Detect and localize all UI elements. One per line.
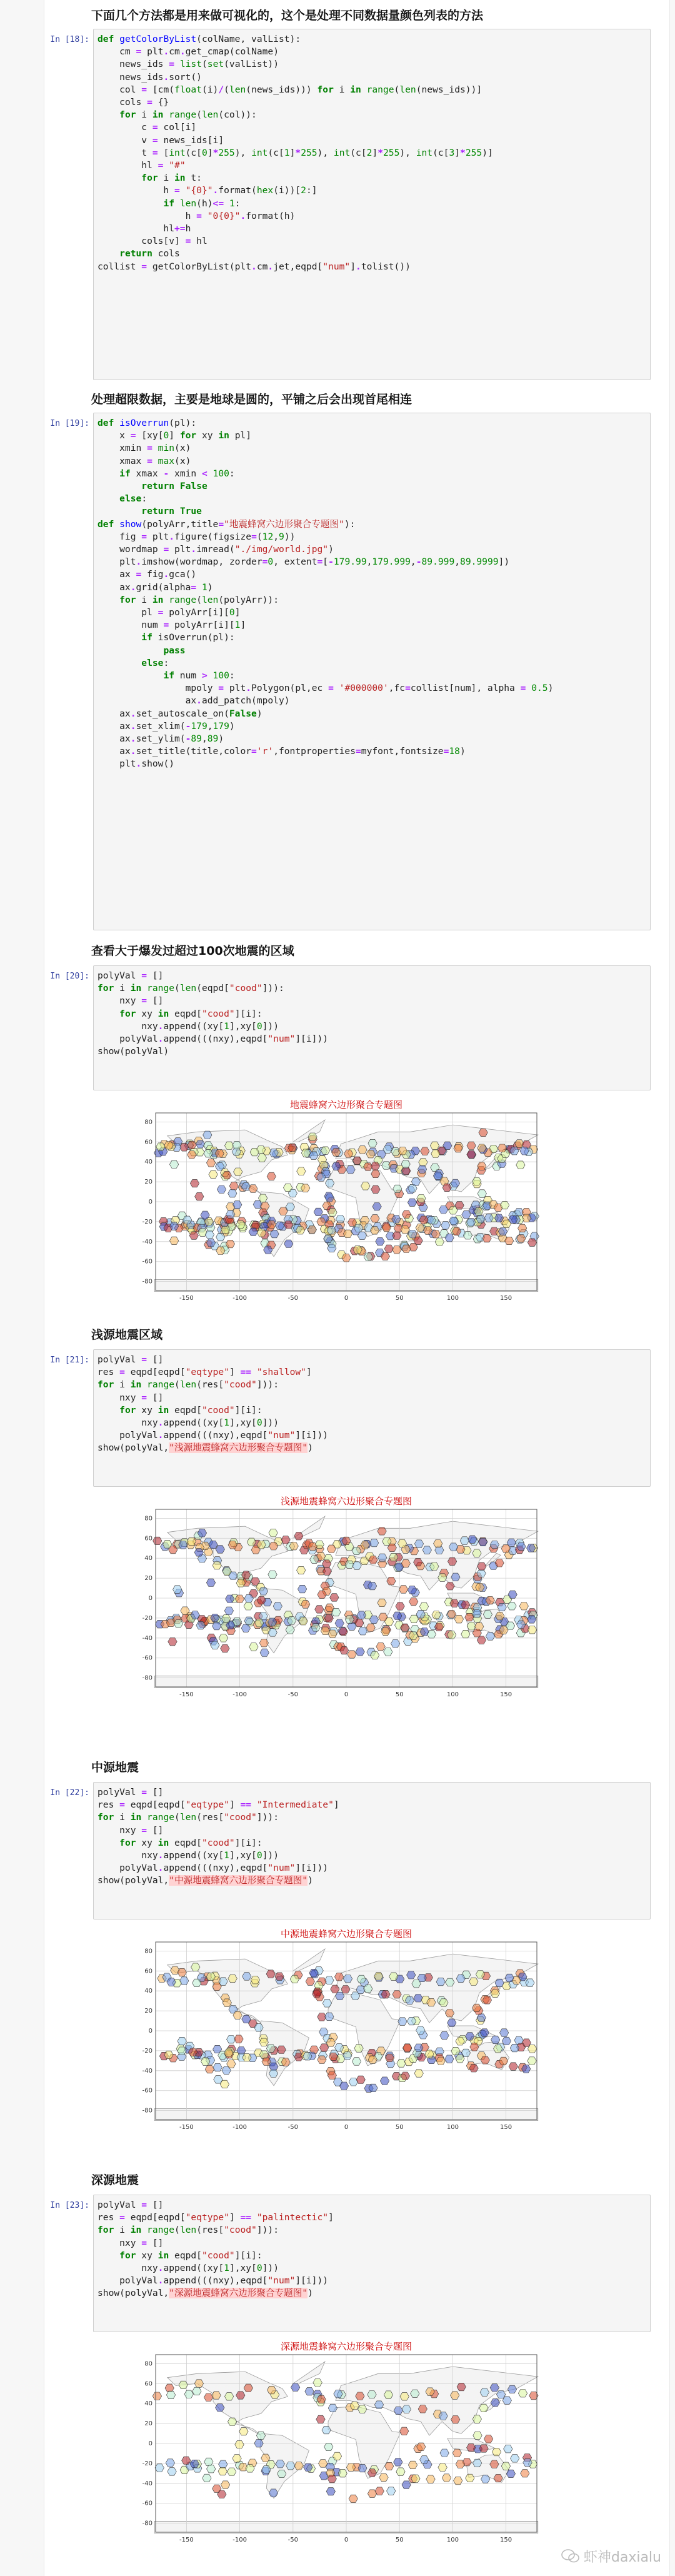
- x-tick-label: 50: [395, 2124, 404, 2131]
- x-tick-label: -150: [179, 1691, 194, 1698]
- y-tick-label: 40: [144, 1988, 152, 1995]
- x-tick-label: 0: [344, 1691, 349, 1698]
- x-tick-label: 150: [500, 1691, 512, 1698]
- x-tick-label: -100: [232, 1691, 247, 1698]
- x-tick-label: -150: [179, 2537, 194, 2543]
- code-editor[interactable]: polyVal = [] res = eqpd[eqpd["eqtype"] == "palintectic"] for i in range(len(res["cood"])): nxy = [] for xy in eqpd["cood"][i]: nxy.append((xy[1],xy[0])) polyVal.append(((nxy),eqpd["num"][i])) show(polyVal,"深源地震蜂窝六边形聚合专题图"): [93, 2195, 651, 2332]
- y-tick-label: -80: [142, 1674, 152, 1682]
- map-figure: [93, 1097, 651, 1309]
- x-tick-label: -50: [288, 1295, 298, 1302]
- y-tick-label: 60: [144, 1968, 152, 1975]
- code-editor[interactable]: polyVal = [] res = eqpd[eqpd["eqtype"] == "Intermediate"] for i in range(len(res["cood"])): nxy = [] for xy in eqpd["cood"][i]: nxy.append((xy[1],xy[0])) polyVal.append(((nxy),eqpd["num"][i])) show(polyVal,"中源地震蜂窝六边形聚合专题图"): [93, 1782, 651, 1919]
- x-tick-label: 0: [344, 1295, 349, 1302]
- y-tick-label: 20: [144, 2008, 152, 2015]
- y-tick-label: 80: [144, 1948, 152, 1955]
- y-tick-label: 40: [144, 2400, 152, 2408]
- y-tick-label: -80: [142, 2520, 152, 2527]
- y-tick-label: 20: [144, 1575, 152, 1582]
- watermark-text: 虾神daxialu: [583, 2550, 661, 2565]
- cell-prompt: In [23]:: [50, 2201, 89, 2210]
- x-tick-label: 100: [446, 1295, 459, 1302]
- map-svg: [93, 2338, 651, 2551]
- y-tick-label: 80: [144, 1119, 152, 1126]
- x-tick-label: -50: [288, 1691, 298, 1698]
- y-tick-label: -40: [142, 2067, 152, 2075]
- x-tick-label: -100: [232, 2537, 247, 2543]
- x-tick-label: -100: [232, 2124, 247, 2131]
- y-tick-label: -80: [142, 1278, 152, 1285]
- x-tick-label: 50: [395, 1295, 404, 1302]
- cell-prompt: In [21]:: [50, 1356, 89, 1365]
- x-tick-label: -150: [179, 1295, 194, 1302]
- y-tick-label: -20: [142, 2047, 152, 2055]
- y-tick-label: -60: [142, 1654, 152, 1662]
- code-editor[interactable]: def getColorByList(colName, valList): cm = plt.cm.get_cmap(colName) news_ids = list(set(valList)) news_ids.sort() col = [cm(float(i)/(len(news_ids))) for i in range(len(news_ids))] cols = {} for i in range(len(col)): c = col[i] v = news_ids[i] t = [int(c[0]*255), int(c[1]*255), int(c[2]*255), int(c[3]*255)] hl = "#" for i in t: h = "{0}".format(hex(i))[2:] if len(h)<= 1: h = "0{0}".format(h) hl+=h cols[v] = hl return cols collist = getColorByList(plt.cm.jet,eqpd["num"].tolist()): [93, 29, 651, 380]
- x-tick-label: -150: [179, 2124, 194, 2131]
- cell-prompt: In [22]:: [50, 1788, 89, 1798]
- x-tick-label: 50: [395, 2537, 404, 2543]
- x-tick-label: -50: [288, 2124, 298, 2131]
- markdown-heading: 查看大于爆发过超过100次地震的区域: [91, 944, 294, 958]
- y-tick-label: -60: [142, 1258, 152, 1265]
- map-svg: [93, 1926, 651, 2138]
- notebook-page: [44, 0, 670, 2576]
- y-tick-label: -20: [142, 2460, 152, 2467]
- x-tick-label: 0: [344, 2124, 349, 2131]
- y-tick-label: 40: [144, 1555, 152, 1562]
- y-tick-label: 20: [144, 1179, 152, 1186]
- cell-prompt: In [19]:: [50, 419, 89, 428]
- y-tick-label: 0: [148, 1199, 152, 1205]
- y-tick-label: 60: [144, 1139, 152, 1146]
- figure-title: 浅源地震蜂窝六边形聚合专题图: [280, 1496, 412, 1507]
- x-tick-label: 0: [344, 2537, 349, 2543]
- map-figure: [93, 1926, 651, 2138]
- map-figure: [93, 1493, 651, 1706]
- y-tick-label: 80: [144, 2360, 152, 2368]
- y-tick-label: 20: [144, 2420, 152, 2428]
- figure-title: 深源地震蜂窝六边形聚合专题图: [280, 2341, 412, 2352]
- x-tick-label: 100: [446, 2124, 459, 2131]
- y-tick-label: 60: [144, 1535, 152, 1542]
- y-tick-label: -20: [142, 1614, 152, 1622]
- markdown-heading: 中源地震: [91, 1761, 139, 1774]
- y-tick-label: -40: [142, 1634, 152, 1642]
- markdown-heading: 深源地震: [91, 2173, 139, 2187]
- x-tick-label: 150: [500, 1295, 512, 1302]
- y-tick-label: 0: [148, 1595, 152, 1602]
- figure-title: 地震蜂窝六边形聚合专题图: [289, 1099, 403, 1110]
- map-svg: [93, 1493, 651, 1706]
- y-tick-label: -60: [142, 2500, 152, 2507]
- markdown-heading: 处理超限数据，主要是地球是圆的，平铺之后会出现首尾相连: [91, 393, 412, 406]
- x-tick-label: 100: [446, 1691, 459, 1698]
- code-editor[interactable]: polyVal = [] for i in range(len(eqpd["cood"])): nxy = [] for xy in eqpd["cood"][i]: nxy.append((xy[1],xy[0])) polyVal.append(((nxy),eqpd["num"][i])) show(polyVal): [93, 965, 651, 1090]
- x-tick-label: -50: [288, 2537, 298, 2543]
- y-tick-label: -40: [142, 1238, 152, 1245]
- wechat-logo-icon: [561, 2548, 580, 2567]
- y-tick-label: -40: [142, 2480, 152, 2487]
- y-tick-label: 80: [144, 1515, 152, 1522]
- x-tick-label: 150: [500, 2537, 512, 2543]
- figure-title: 中源地震蜂窝六边形聚合专题图: [280, 1928, 412, 1940]
- markdown-heading: 下面几个方法都是用来做可视化的，这个是处理不同数据量颜色列表的方法: [91, 9, 484, 23]
- y-tick-label: 60: [144, 2380, 152, 2388]
- map-figure: [93, 2338, 651, 2551]
- markdown-heading: 浅源地震区域: [91, 1328, 163, 1342]
- map-svg: [93, 1097, 651, 1309]
- y-tick-label: 40: [144, 1159, 152, 1166]
- cell-prompt: In [20]:: [50, 972, 89, 981]
- x-tick-label: -100: [232, 1295, 247, 1302]
- x-tick-label: 100: [446, 2537, 459, 2543]
- watermark: [561, 2547, 661, 2567]
- x-tick-label: 150: [500, 2124, 512, 2131]
- cell-prompt: In [18]:: [50, 35, 89, 44]
- y-tick-label: -20: [142, 1218, 152, 1225]
- y-tick-label: -60: [142, 2087, 152, 2095]
- y-tick-label: -80: [142, 2107, 152, 2115]
- code-editor[interactable]: polyVal = [] res = eqpd[eqpd["eqtype"] == "shallow"] for i in range(len(res["cood"])): nxy = [] for xy in eqpd["cood"][i]: nxy.append((xy[1],xy[0])) polyVal.append(((nxy),eqpd["num"][i])) show(polyVal,"浅源地震蜂窝六边形聚合专题图"): [93, 1349, 651, 1487]
- y-tick-label: 0: [148, 2440, 152, 2447]
- y-tick-label: 0: [148, 2028, 152, 2035]
- code-editor[interactable]: def isOverrun(pl): x = [xy[0] for xy in pl] xmin = min(x) xmax = max(x) if xmax - xmin < 100: return False else: return True def show(polyArr,title="地震蜂窝六边形聚合专题图"): fig = plt.figure(figsize=(12,9)) wordmap = plt.imread("./img/world.jpg") plt.imshow(wordmap, zorder=0, extent=[-179.99,179.999,-89.999,89.9999]) ax = fig.gca() ax.grid(alpha= 1) for i in range(len(polyArr)): pl = polyArr[i][0] num = polyArr[i][1] if isOverrun(pl): pass else: if num > 100: mpoly = plt.Polygon(pl,ec = '#000000',fc=collist[num], alpha = 0.5) ax.add_patch(mpoly) ax.set_autoscale_on(False) ax.set_xlim(-179,179) ax.set_ylim(-89,89) ax.set_title(title,color='r',fontproperties=myfont,fontsize=18) plt.show(): [93, 413, 651, 930]
- x-tick-label: 50: [395, 1691, 404, 1698]
